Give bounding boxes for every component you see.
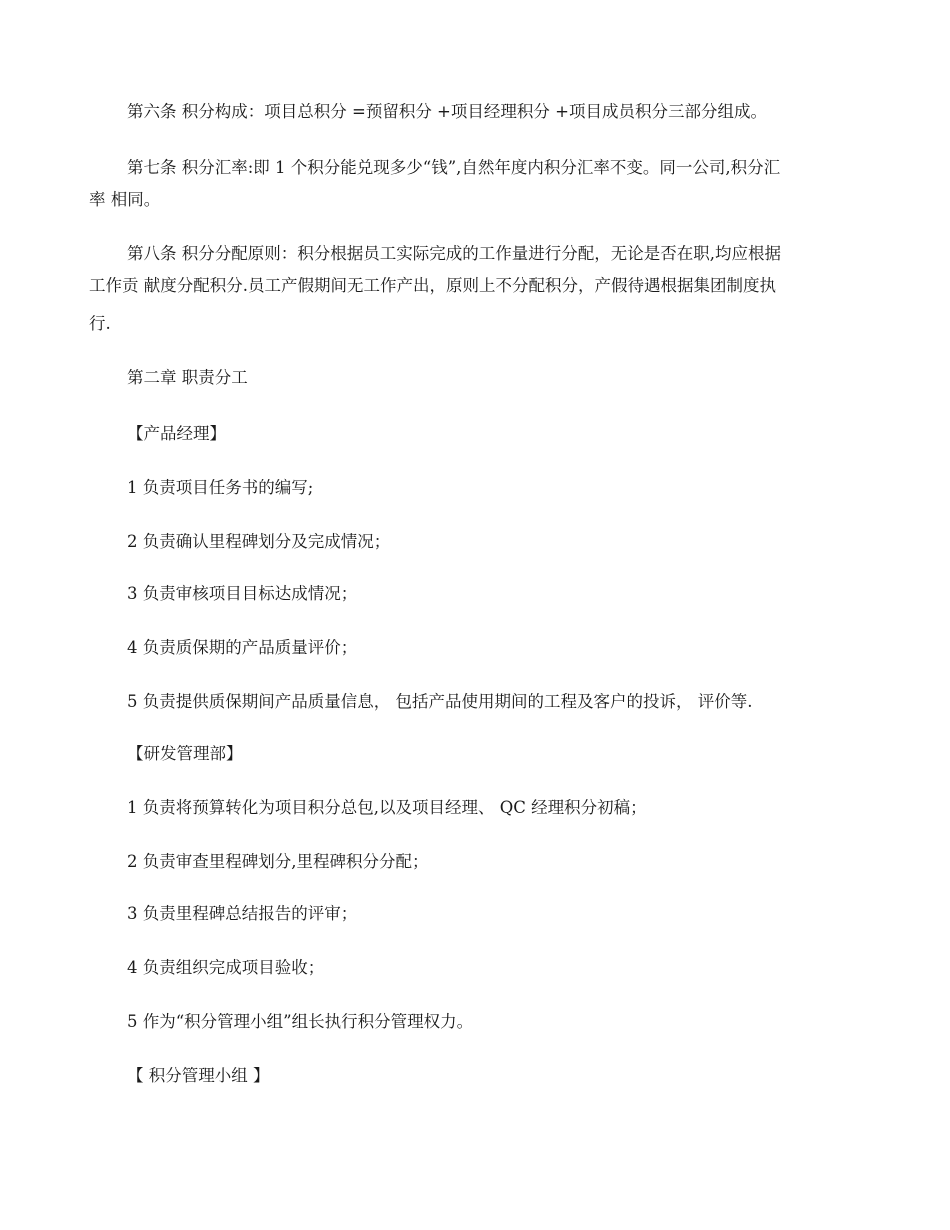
list-item: 1 负责项目任务书的编写; bbox=[127, 478, 314, 497]
paragraph-article-7-line-2: 率 相同。 bbox=[89, 190, 161, 209]
section-heading-rd-management: 【研发管理部】 bbox=[127, 744, 243, 763]
paragraph-article-8-line-3: 行. bbox=[89, 314, 111, 333]
paragraph-article-7-line-1: 第七条 积分汇率:即 1 个积分能兑现多少“钱”,自然年度内积分汇率不变。同一公司,积分汇 bbox=[127, 158, 781, 177]
list-item: 2 负责确认里程碑划分及完成情况； bbox=[127, 532, 391, 551]
list-item: 2 负责审查里程碑划分,里程碑积分分配； bbox=[127, 852, 429, 871]
list-item: 5 作为“积分管理小组”组长执行积分管理权力。 bbox=[127, 1012, 474, 1031]
section-heading-points-committee: 【 积分管理小组 】 bbox=[127, 1066, 270, 1085]
section-heading-product-manager: 【产品经理】 bbox=[127, 424, 226, 443]
list-item: 4 负责质保期的产品质量评价； bbox=[127, 638, 358, 657]
list-item: 4 负责组织完成项目验收； bbox=[127, 958, 325, 977]
list-item: 3 负责里程碑总结报告的评审； bbox=[127, 904, 358, 923]
paragraph-article-8-line-1: 第八条 积分分配原则：积分根据员工实际完成的工作量进行分配，无论是否在职,均应根据 bbox=[127, 244, 781, 263]
list-item: 1 负责将预算转化为项目积分总包,以及项目经理、 QC 经理积分初稿； bbox=[127, 798, 647, 817]
chapter-heading: 第二章 职责分工 bbox=[127, 368, 248, 387]
paragraph-article-6: 第六条 积分构成：项目总积分 =预留积分 +项目经理积分 +项目成员积分三部分组成。 bbox=[127, 102, 767, 121]
list-item: 5 负责提供质保期间产品质量信息， 包括产品使用期间的工程及客户的投诉， 评价等. bbox=[127, 692, 753, 711]
paragraph-article-8-line-2: 工作贡 献度分配积分.员工产假期间无工作产出，原则上不分配积分，产假待遇根据集团制度执 bbox=[89, 276, 776, 295]
list-item: 3 负责审核项目目标达成情况； bbox=[127, 584, 358, 603]
